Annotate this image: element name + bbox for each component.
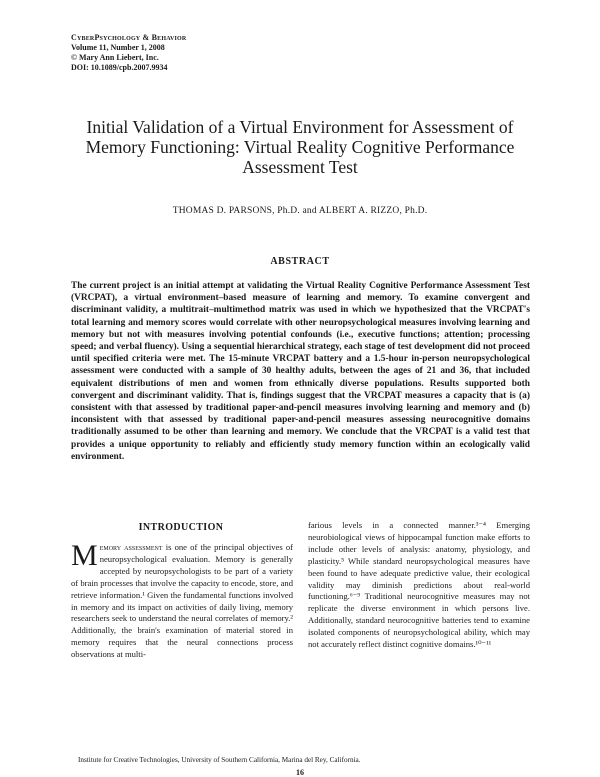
journal-doi: DOI: 10.1089/cpb.2007.9934 (71, 63, 168, 72)
footnote-text: Institute for Creative Technologies, University of Southern California, Marina del Rey, California. (78, 756, 361, 764)
journal-info (71, 33, 186, 73)
journal-volume: Volume 11, Number 1, 2008 (71, 43, 165, 52)
affiliation-footnote (71, 756, 530, 765)
drop-cap: M (71, 539, 98, 572)
intro-left-column (71, 539, 293, 661)
journal-name: CyberPsychology & Behavior (71, 33, 187, 42)
intro-right-column: farious levels in a connected manner.³⁻⁴ Emerging neurobiological views of hippocampal function make efforts to include other levels of analysis: anatomy, physiology, and plasticity.⁵ While standard neuropsychological measures have been found to have adequate predictive value, their ecological validity may diminish predictions about real-world functioning.⁶⁻⁹ Traditional neurocognitive measures may not replicate the diverse environment in which persons live. Additionally, standard neurocognitive batteries tend to examine isolated components of neuropsychological ability, which may not accurately reflect distinct cognitive domains.¹⁰⁻¹¹ (308, 520, 530, 650)
abstract-heading: ABSTRACT (270, 256, 330, 267)
intro-lead-words: emory assessment (99, 542, 163, 552)
journal-copyright: © Mary Ann Liebert, Inc. (71, 53, 159, 62)
page-number: 16 (296, 768, 304, 777)
article-authors: THOMAS D. PARSONS, Ph.D. and ALBERT A. RIZZO, Ph.D. (172, 206, 428, 216)
intro-left-text: is one of the principal objectives of neuropsychological evaluation. Memory is generally accepted by neuropsychologists to be part of a variety of brain processes that involve the capacity to encode, store, and retrieve information.¹ Given the fundamental functions involved in memory and its impact on activities of daily living, memory researchers seek to understand the neural correlates of memory.² Additionally, the brain's examination of material stored in memory requires that the neural connections process observations at multi- (71, 542, 293, 660)
introduction-heading: INTRODUCTION (138, 522, 224, 533)
abstract-text: The current project is an initial attempt at validating the Virtual Reality Cognitive Performance Assessment Test (VRCPAT), a virtual environment–based measure of learning and memory. To examine convergent and discriminant validity, a multitrait–multimethod matrix was used in which we hypothesized that the VRCPAT's total learning and memory scores would correlate with other neuropsychological measures involving learning and memory but not with measures involving potential confounds (i.e., executive functions; attention; processing speed; and verbal fluency). Using a sequential hierarchical strategy, each stage of test development did not proceed until specified criteria were met. The 15-minute VRCPAT battery and a 1.5-hour in-person neuropsychological assessment were conducted with a sample of 30 healthy adults, between the ages of 21 and 36, that included equivalent distributions of men and women from ethnically diverse populations. Results supported both convergent and discriminant validity. That is, findings suggest that the VRCPAT measures a capacity that is (a) consistent with that assessed by traditional paper-and-pencil measures involving learning and memory and (b) inconsistent with that assessed by traditional paper-and-pencil measures assessing neurocognitive domains traditionally assumed to be other than learning and memory. We conclude that the VRCPAT is a valid test that provides a unique opportunity to reliably and efficiently study memory function within an ecologically valid environment. (71, 281, 530, 462)
article-title: Initial Validation of a Virtual Environment for Assessment of Memory Functioning: Virtual Reality Cognitive Performance Assessment Test (85, 117, 515, 177)
